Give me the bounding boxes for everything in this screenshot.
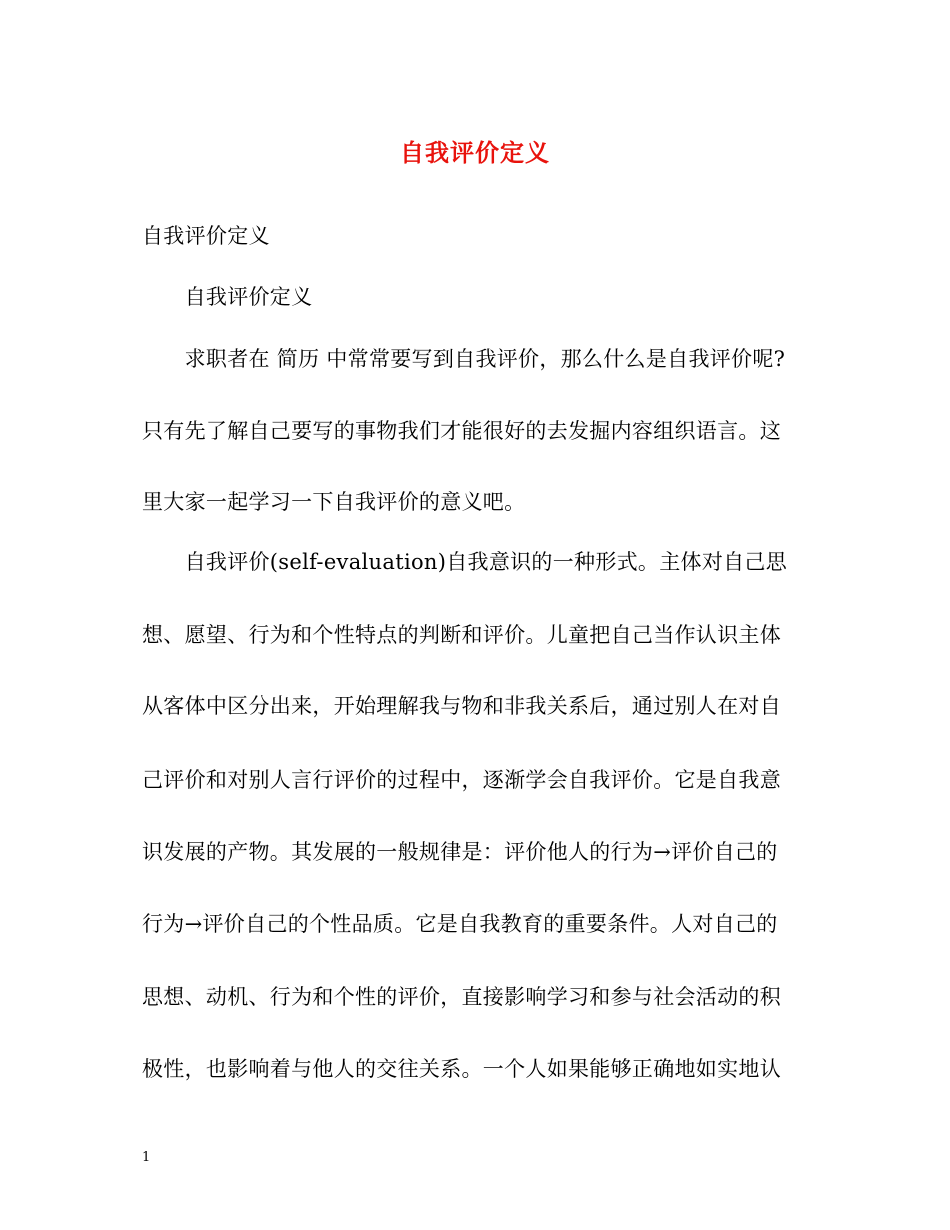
text-line: 思想、动机、行为和个性的评价，直接影响学习和参与社会活动的积 (142, 985, 781, 1009)
text-line: 只有先了解自己要写的事物我们才能很好的去发掘内容组织语言。这 (142, 419, 781, 443)
text-line: 识发展的产物。其发展的一般规律是：评价他人的行为→评价自己的 (142, 840, 778, 864)
document-title: 自我评价定义 (400, 138, 550, 167)
text-line: 自我评价定义 (142, 224, 270, 248)
text-line: 想、愿望、行为和个性特点的判断和评价。儿童把自己当作认识主体 (142, 623, 781, 647)
page-number: 1 (142, 1150, 151, 1165)
text-line: 自我评价(self-evaluation)自我意识的一种形式。主体对自己思 (142, 550, 788, 574)
text-line: 从客体中区分出来，开始理解我与物和非我关系后，通过别人在对自 (142, 694, 781, 718)
text-line: 求职者在 简历 中常常要写到自我评价，那么什么是自我评价呢? (142, 347, 786, 371)
text-line: 己评价和对别人言行评价的过程中，逐渐学会自我评价。它是自我意 (142, 768, 781, 792)
text-line: 自我评价定义 (142, 285, 313, 309)
text-line: 行为→评价自己的个性品质。它是自我教育的重要条件。人对自己的 (142, 912, 778, 936)
text-line: 极性，也影响着与他人的交往关系。一个人如果能够正确地如实地认 (142, 1057, 781, 1081)
text-line: 里大家一起学习一下自我评价的意义吧。 (142, 490, 526, 514)
